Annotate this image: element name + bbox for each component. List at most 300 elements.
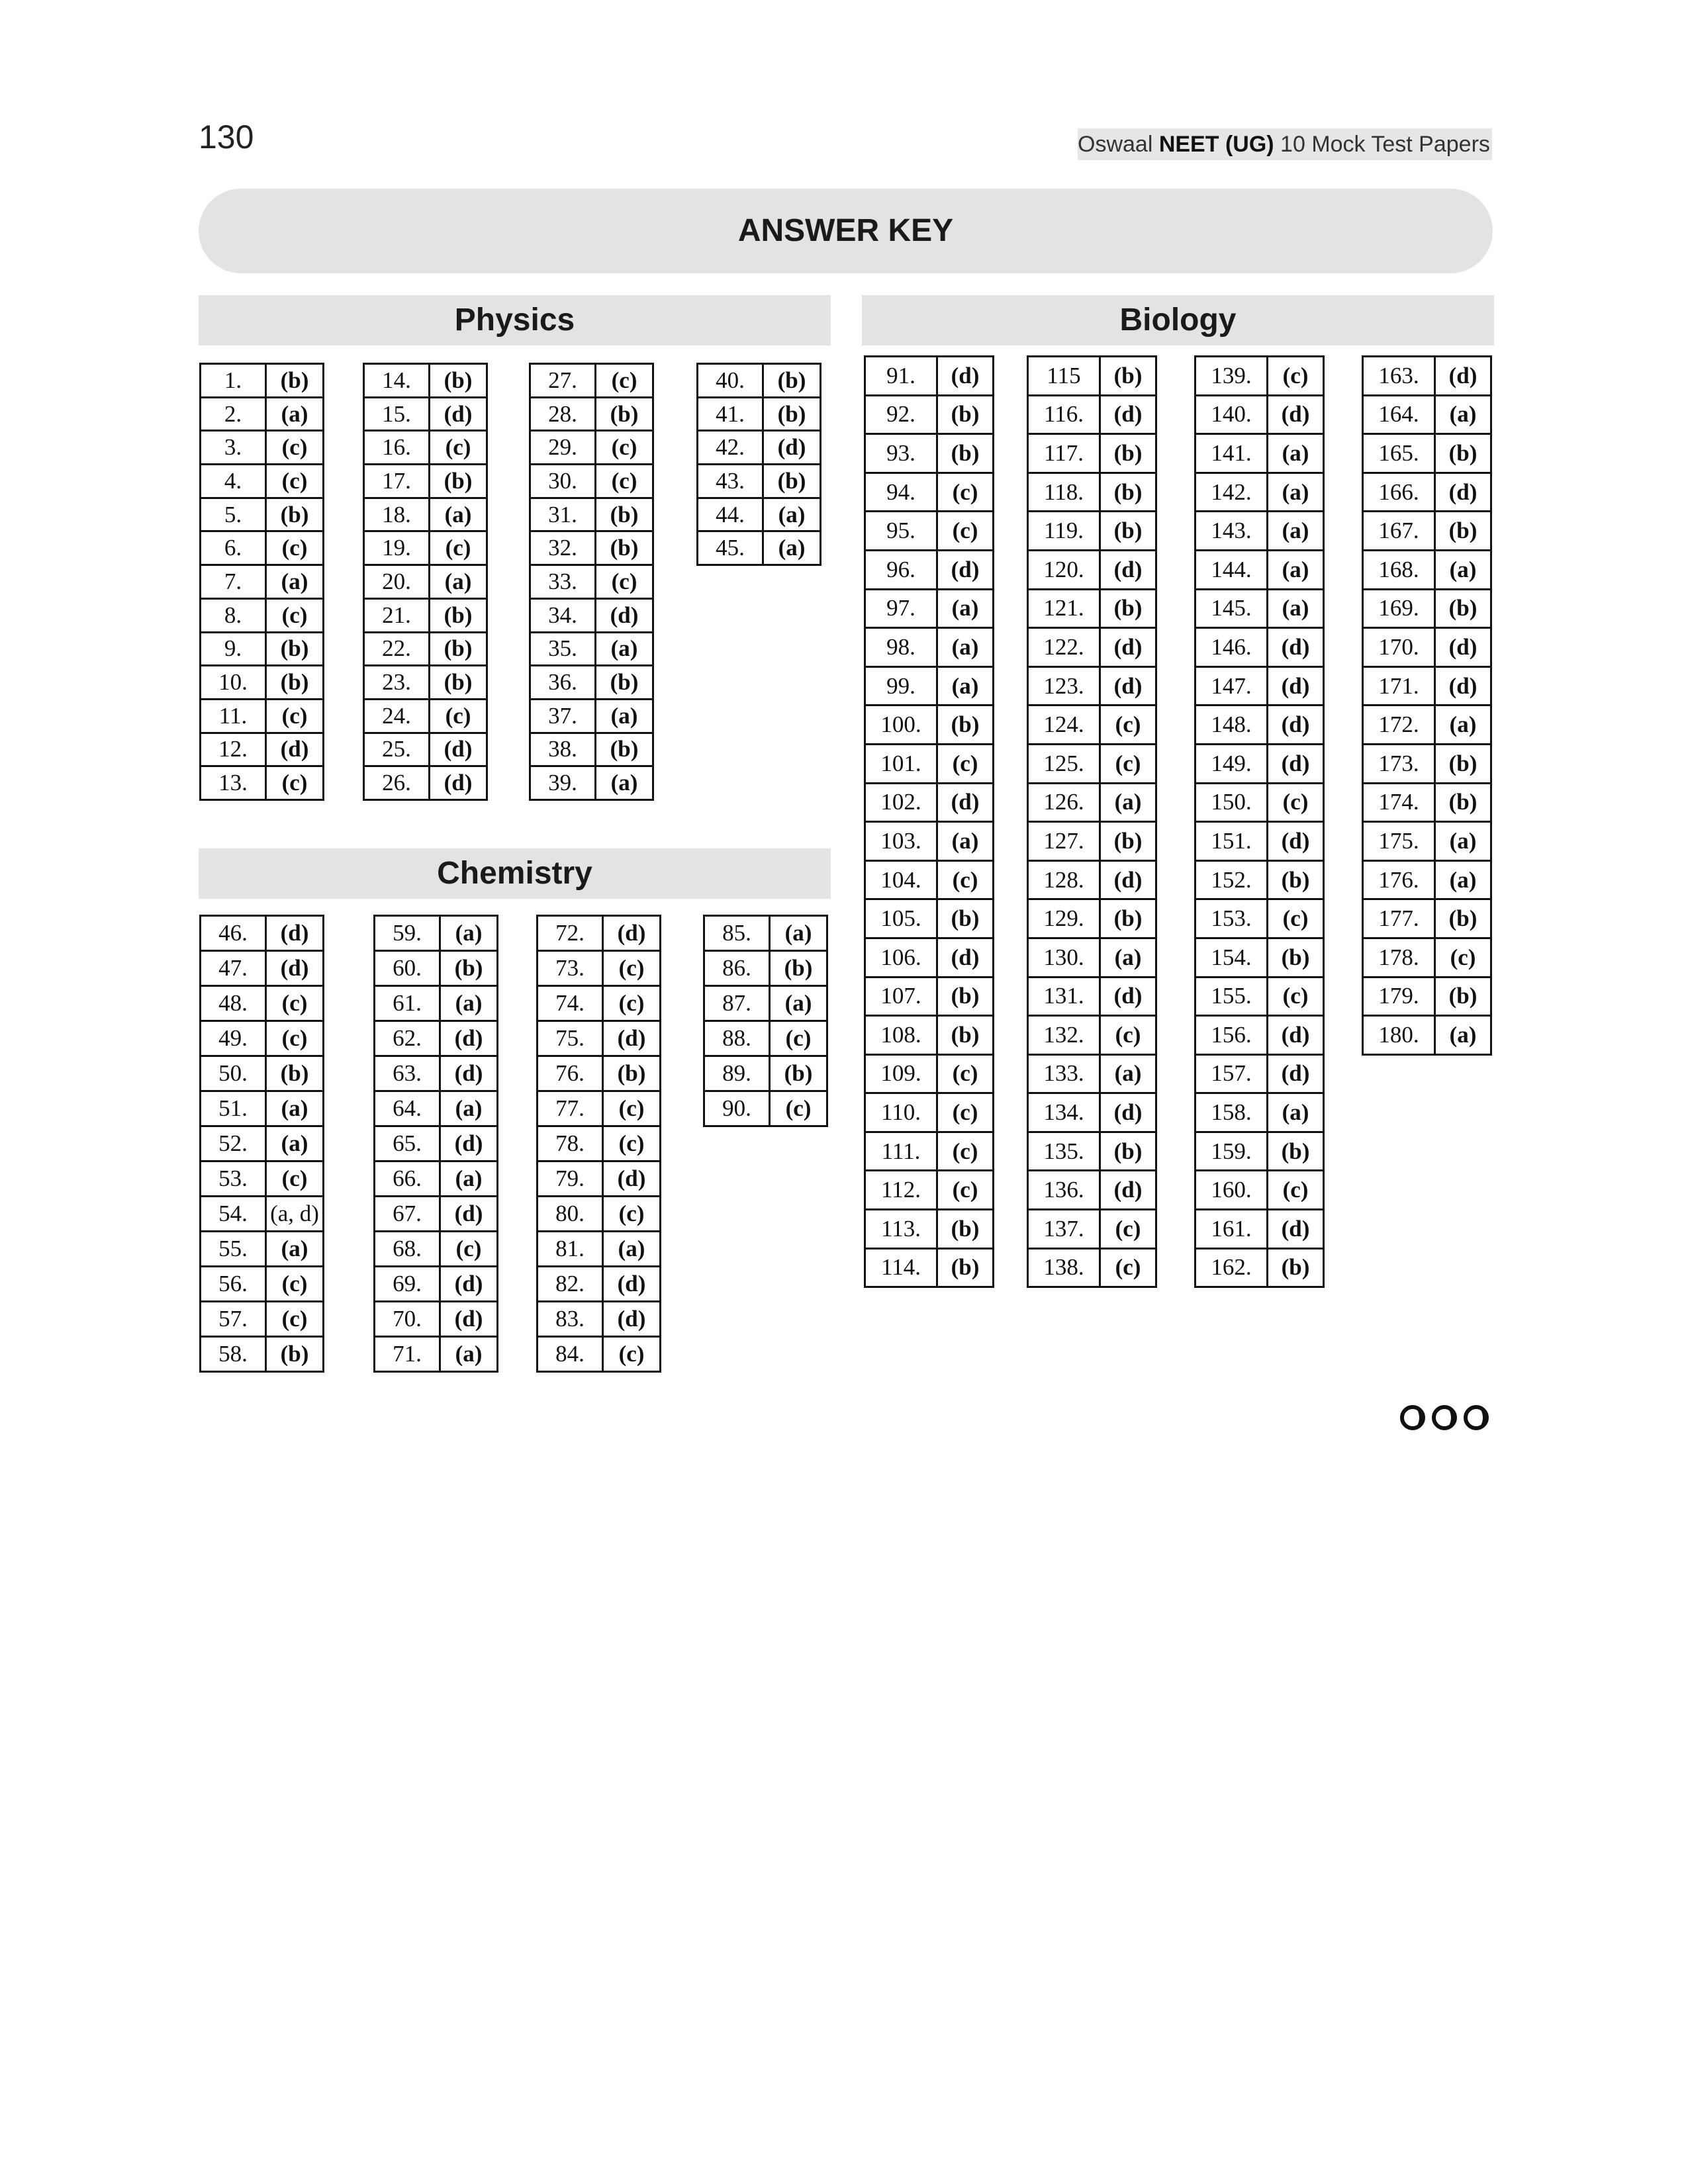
answer-option: (c): [937, 1132, 994, 1171]
question-number: 47.: [201, 951, 266, 986]
answer-option: (b): [1435, 977, 1491, 1016]
question-number: 71.: [375, 1337, 440, 1372]
answer-row: [375, 1126, 498, 1161]
question-number: 123.: [1028, 666, 1100, 705]
question-number: 69.: [375, 1267, 440, 1302]
answer-row: [865, 899, 994, 938]
answer-option: (b): [937, 395, 994, 434]
question-number: 179.: [1363, 977, 1435, 1016]
question-number: 145.: [1196, 589, 1268, 628]
physics-answer-table-4: [696, 363, 821, 566]
answer-option: (d): [1268, 666, 1324, 705]
question-number: 156.: [1196, 1016, 1268, 1055]
answer-row: [1028, 1248, 1156, 1287]
answer-row: [865, 666, 994, 705]
answer-option: (d): [603, 1021, 661, 1056]
question-number: 15.: [364, 397, 430, 431]
question-number: 58.: [201, 1337, 266, 1372]
answer-option: (b): [1268, 1248, 1324, 1287]
answer-row: [1028, 473, 1156, 512]
running-title: [1078, 128, 1492, 160]
answer-option: (b): [266, 1056, 324, 1091]
question-number: 20.: [364, 565, 430, 599]
answer-option: (c): [937, 744, 994, 783]
answer-row: [1363, 357, 1491, 396]
question-number: 126.: [1028, 783, 1100, 822]
answer-option: (c): [266, 531, 324, 565]
question-number: 114.: [865, 1248, 937, 1287]
answer-option: (d): [266, 916, 324, 951]
question-number: 12.: [201, 733, 266, 766]
answer-option: (d): [1435, 473, 1491, 512]
answer-option: (a): [763, 498, 821, 531]
answer-row: [530, 397, 653, 431]
question-number: 54.: [201, 1197, 266, 1232]
answer-option: (b): [1100, 434, 1156, 473]
answer-option: (a): [937, 822, 994, 861]
answer-row: [1028, 860, 1156, 899]
answer-option: (c): [596, 431, 653, 465]
answer-option: (d): [440, 1056, 498, 1091]
question-number: 10.: [201, 666, 266, 700]
answer-row: [1196, 666, 1324, 705]
question-number: 165.: [1363, 434, 1435, 473]
answer-option: (b): [1435, 783, 1491, 822]
question-number: 134.: [1028, 1093, 1100, 1132]
question-number: 161.: [1196, 1210, 1268, 1249]
question-number: 81.: [538, 1232, 603, 1267]
answer-option: (b): [596, 498, 653, 531]
answer-option: (c): [1268, 357, 1324, 396]
answer-row: [201, 498, 324, 531]
running-title-prefix: Oswaal: [1078, 132, 1159, 157]
question-number: 68.: [375, 1232, 440, 1267]
question-number: 173.: [1363, 744, 1435, 783]
answer-option: (a): [1435, 860, 1491, 899]
answer-row: [530, 531, 653, 565]
question-number: 38.: [530, 733, 596, 766]
answer-row: [201, 1197, 324, 1232]
answer-option: (d): [1268, 822, 1324, 861]
question-number: 88.: [704, 1021, 770, 1056]
answer-row: [1196, 1210, 1324, 1249]
question-number: 73.: [538, 951, 603, 986]
answer-row: [1028, 1093, 1156, 1132]
question-number: 33.: [530, 565, 596, 599]
question-number: 48.: [201, 986, 266, 1021]
answer-row: [375, 986, 498, 1021]
answer-row: [364, 465, 487, 498]
answer-option: (c): [430, 531, 487, 565]
answer-option: (d): [266, 951, 324, 986]
answer-row: [865, 1132, 994, 1171]
answer-row: [201, 632, 324, 666]
question-number: 158.: [1196, 1093, 1268, 1132]
question-number: 50.: [201, 1056, 266, 1091]
answer-option: (c): [266, 431, 324, 465]
question-number: 149.: [1196, 744, 1268, 783]
answer-option: (b): [1268, 860, 1324, 899]
answer-row: [865, 1171, 994, 1210]
answer-option: (b): [596, 733, 653, 766]
answer-option: (c): [937, 1054, 994, 1093]
answer-row: [375, 1091, 498, 1126]
answer-row: [1028, 977, 1156, 1016]
answer-row: [375, 1302, 498, 1337]
answer-row: [364, 531, 487, 565]
question-number: 177.: [1363, 899, 1435, 938]
answer-option: (c): [596, 364, 653, 398]
question-number: 171.: [1363, 666, 1435, 705]
question-number: 167.: [1363, 512, 1435, 551]
biology-answer-table-1: [864, 355, 994, 1288]
answer-option: (d): [1268, 395, 1324, 434]
answer-row: [538, 986, 661, 1021]
answer-option: (c): [937, 1171, 994, 1210]
chemistry-answer-table-2: [373, 915, 498, 1373]
answer-row: [1196, 1093, 1324, 1132]
answer-option: (b): [1100, 512, 1156, 551]
question-number: 24.: [364, 699, 430, 733]
question-number: 13.: [201, 766, 266, 800]
answer-row: [1196, 434, 1324, 473]
question-number: 53.: [201, 1161, 266, 1197]
question-number: 44.: [698, 498, 763, 531]
answer-row: [865, 434, 994, 473]
question-number: 133.: [1028, 1054, 1100, 1093]
question-number: 28.: [530, 397, 596, 431]
answer-row: [201, 1232, 324, 1267]
answer-option: (b): [266, 666, 324, 700]
answer-row: [364, 699, 487, 733]
answer-row: [375, 951, 498, 986]
physics-answer-table-2: [363, 363, 488, 801]
question-number: 6.: [201, 531, 266, 565]
answer-row: [865, 822, 994, 861]
question-number: 95.: [865, 512, 937, 551]
answer-row: [1363, 744, 1491, 783]
question-number: 63.: [375, 1056, 440, 1091]
answer-option: (a): [1268, 1093, 1324, 1132]
answer-row: [364, 498, 487, 531]
answer-row: [530, 598, 653, 632]
answer-row: [704, 951, 827, 986]
answer-option: (a): [266, 1232, 324, 1267]
question-number: 172.: [1363, 705, 1435, 745]
answer-row: [201, 397, 324, 431]
question-number: 141.: [1196, 434, 1268, 473]
answer-option: (d): [1100, 395, 1156, 434]
answer-option: (a): [440, 1161, 498, 1197]
question-number: 154.: [1196, 938, 1268, 977]
question-number: 135.: [1028, 1132, 1100, 1171]
answer-option: (b): [937, 1016, 994, 1055]
answer-row: [865, 783, 994, 822]
question-number: 102.: [865, 783, 937, 822]
answer-row: [201, 531, 324, 565]
question-number: 175.: [1363, 822, 1435, 861]
answer-row: [1196, 357, 1324, 396]
answer-option: (d): [440, 1126, 498, 1161]
answer-option: (b): [763, 465, 821, 498]
answer-option: (c): [596, 465, 653, 498]
answer-row: [201, 1337, 324, 1372]
question-number: 124.: [1028, 705, 1100, 745]
question-number: 125.: [1028, 744, 1100, 783]
answer-option: (b): [937, 705, 994, 745]
question-number: 16.: [364, 431, 430, 465]
answer-row: [698, 465, 821, 498]
answer-row: [201, 766, 324, 800]
answer-option: (d): [1100, 1171, 1156, 1210]
answer-row: [698, 364, 821, 398]
answer-row: [1363, 589, 1491, 628]
answer-option: (d): [1100, 860, 1156, 899]
three-circles-ornament-icon: [1398, 1403, 1491, 1432]
answer-option: (a): [770, 986, 827, 1021]
answer-option: (c): [1100, 1248, 1156, 1287]
answer-option: (c): [1268, 899, 1324, 938]
answer-option: (b): [430, 465, 487, 498]
answer-option: (c): [1435, 938, 1491, 977]
answer-row: [1196, 1248, 1324, 1287]
answer-option: (c): [603, 1337, 661, 1372]
answer-option: (b): [1435, 899, 1491, 938]
answer-row: [1196, 899, 1324, 938]
answer-option: (b): [937, 1210, 994, 1249]
answer-row: [201, 1021, 324, 1056]
answer-option: (d): [603, 1302, 661, 1337]
answer-row: [375, 1232, 498, 1267]
answer-row: [530, 498, 653, 531]
question-number: 139.: [1196, 357, 1268, 396]
answer-option: (d): [937, 550, 994, 589]
question-number: 136.: [1028, 1171, 1100, 1210]
answer-option: (b): [596, 666, 653, 700]
answer-row: [1363, 395, 1491, 434]
question-number: 176.: [1363, 860, 1435, 899]
answer-option: (b): [1100, 589, 1156, 628]
question-number: 41.: [698, 397, 763, 431]
answer-row: [201, 1161, 324, 1197]
answer-option: (a): [266, 1126, 324, 1161]
answer-option: (b): [1435, 512, 1491, 551]
question-number: 140.: [1196, 395, 1268, 434]
answer-row: [1028, 744, 1156, 783]
question-number: 132.: [1028, 1016, 1100, 1055]
answer-row: [201, 986, 324, 1021]
question-number: 94.: [865, 473, 937, 512]
answer-option: (b): [440, 951, 498, 986]
answer-option: (a): [440, 1337, 498, 1372]
question-number: 111.: [865, 1132, 937, 1171]
question-number: 46.: [201, 916, 266, 951]
answer-option: (d): [603, 916, 661, 951]
answer-row: [201, 1056, 324, 1091]
answer-option: (c): [430, 699, 487, 733]
question-number: 45.: [698, 531, 763, 565]
question-number: 170.: [1363, 628, 1435, 667]
biology-answer-table-3: [1194, 355, 1325, 1288]
chemistry-answer-table-4: [703, 915, 828, 1127]
answer-option: (b): [937, 977, 994, 1016]
answer-option: (d): [1435, 357, 1491, 396]
answer-row: [375, 1337, 498, 1372]
answer-row: [1196, 395, 1324, 434]
answer-option: (c): [937, 473, 994, 512]
answer-row: [865, 860, 994, 899]
question-number: 89.: [704, 1056, 770, 1091]
answer-option: (a): [596, 632, 653, 666]
answer-row: [1028, 899, 1156, 938]
answer-row: [865, 744, 994, 783]
answer-option: (d): [1100, 977, 1156, 1016]
answer-option: (c): [1100, 1016, 1156, 1055]
answer-option: (b): [430, 666, 487, 700]
answer-option: (c): [937, 1093, 994, 1132]
question-number: 64.: [375, 1091, 440, 1126]
question-number: 148.: [1196, 705, 1268, 745]
question-number: 147.: [1196, 666, 1268, 705]
answer-row: [364, 598, 487, 632]
answer-option: (b): [603, 1056, 661, 1091]
answer-row: [201, 699, 324, 733]
question-number: 150.: [1196, 783, 1268, 822]
question-number: 127.: [1028, 822, 1100, 861]
answer-row: [1028, 1210, 1156, 1249]
answer-row: [538, 916, 661, 951]
answer-option: (a): [1435, 395, 1491, 434]
answer-row: [530, 632, 653, 666]
answer-option: (c): [266, 1267, 324, 1302]
answer-row: [201, 598, 324, 632]
question-number: 72.: [538, 916, 603, 951]
question-number: 31.: [530, 498, 596, 531]
question-number: 7.: [201, 565, 266, 599]
answer-option: (b): [266, 632, 324, 666]
answer-row: [538, 1126, 661, 1161]
answer-row: [530, 666, 653, 700]
answer-row: [1196, 1171, 1324, 1210]
answer-option: (d): [1100, 666, 1156, 705]
question-number: 34.: [530, 598, 596, 632]
question-number: 99.: [865, 666, 937, 705]
answer-row: [1028, 1054, 1156, 1093]
answer-option: (b): [1435, 589, 1491, 628]
question-number: 143.: [1196, 512, 1268, 551]
answer-option: (a): [937, 666, 994, 705]
answer-row: [1028, 783, 1156, 822]
answer-row: [865, 977, 994, 1016]
answer-row: [364, 733, 487, 766]
answer-option: (c): [603, 951, 661, 986]
answer-option: (a): [1435, 705, 1491, 745]
answer-row: [1028, 705, 1156, 745]
question-number: 174.: [1363, 783, 1435, 822]
question-number: 116.: [1028, 395, 1100, 434]
answer-option: (a): [1268, 589, 1324, 628]
answer-row: [1196, 744, 1324, 783]
question-number: 159.: [1196, 1132, 1268, 1171]
question-number: 151.: [1196, 822, 1268, 861]
question-number: 153.: [1196, 899, 1268, 938]
question-number: 85.: [704, 916, 770, 951]
answer-option: (c): [266, 986, 324, 1021]
answer-row: [1028, 1016, 1156, 1055]
answer-row: [865, 1210, 994, 1249]
answer-row: [530, 733, 653, 766]
question-number: 22.: [364, 632, 430, 666]
answer-option: (d): [440, 1021, 498, 1056]
answer-option: (d): [763, 431, 821, 465]
question-number: 92.: [865, 395, 937, 434]
answer-option: (b): [763, 397, 821, 431]
question-number: 162.: [1196, 1248, 1268, 1287]
chemistry-section-heading: Chemistry: [199, 848, 831, 899]
answer-option: (c): [1268, 783, 1324, 822]
question-number: 27.: [530, 364, 596, 398]
question-number: 67.: [375, 1197, 440, 1232]
answer-row: [1028, 550, 1156, 589]
answer-row: [364, 666, 487, 700]
answer-row: [375, 1161, 498, 1197]
answer-option: (d): [1100, 1093, 1156, 1132]
answer-row: [865, 1248, 994, 1287]
question-number: 130.: [1028, 938, 1100, 977]
question-number: 168.: [1363, 550, 1435, 589]
answer-row: [201, 1091, 324, 1126]
question-number: 118.: [1028, 473, 1100, 512]
answer-row: [1028, 822, 1156, 861]
question-number: 80.: [538, 1197, 603, 1232]
question-number: 142.: [1196, 473, 1268, 512]
answer-option: (c): [266, 1302, 324, 1337]
answer-row: [1363, 860, 1491, 899]
answer-option: (b): [1100, 473, 1156, 512]
answer-row: [1196, 1132, 1324, 1171]
answer-option: (a): [603, 1232, 661, 1267]
answer-row: [538, 1091, 661, 1126]
question-number: 59.: [375, 916, 440, 951]
question-number: 103.: [865, 822, 937, 861]
answer-row: [364, 431, 487, 465]
answer-row: [1028, 628, 1156, 667]
answer-row: [1028, 938, 1156, 977]
answer-row: [1196, 783, 1324, 822]
answer-option: (d): [430, 397, 487, 431]
answer-option: (a): [1435, 822, 1491, 861]
answer-row: [865, 512, 994, 551]
answer-row: [375, 1056, 498, 1091]
question-number: 76.: [538, 1056, 603, 1091]
answer-row: [1363, 977, 1491, 1016]
answer-option: (d): [596, 598, 653, 632]
answer-row: [530, 465, 653, 498]
answer-option: (d): [1268, 628, 1324, 667]
answer-option: (a): [1435, 550, 1491, 589]
question-number: 32.: [530, 531, 596, 565]
question-number: 51.: [201, 1091, 266, 1126]
question-number: 56.: [201, 1267, 266, 1302]
question-number: 104.: [865, 860, 937, 899]
question-number: 163.: [1363, 357, 1435, 396]
answer-row: [538, 951, 661, 986]
question-number: 86.: [704, 951, 770, 986]
question-number: 166.: [1363, 473, 1435, 512]
answer-row: [1196, 1054, 1324, 1093]
question-number: 160.: [1196, 1171, 1268, 1210]
question-number: 117.: [1028, 434, 1100, 473]
